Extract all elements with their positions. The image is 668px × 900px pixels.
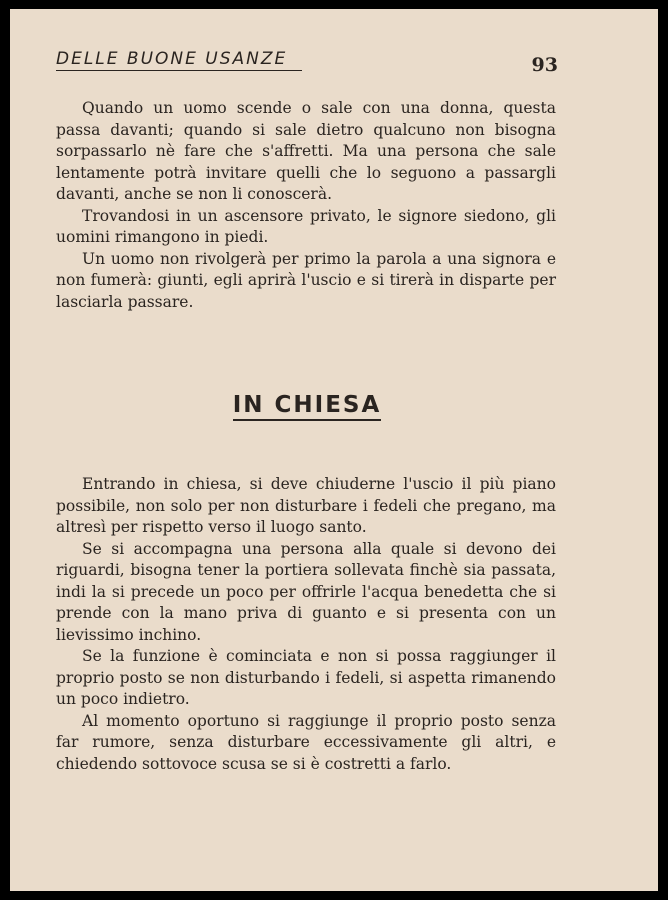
book-page [10, 9, 658, 891]
paragraph: Se la funzione è cominciata e non si possa raggiunger il proprio posto se non disturbando i fedeli, si aspetta rimanendo un poco indietro. [56, 647, 556, 708]
paragraph: Trovandosi in un ascensore privato, le signore siedono, gli uomini rimangono in piedi. [56, 206, 556, 246]
paragraph: Quando un uomo scende o sale con una donna, questa passa davanti; quando si sale dietro qualcuno non bisogna sorpassarlo nè fare che s'affretti. Ma una persona che sale lentamente potrà invitare quelli che lo seguono a passargli davanti, anche se non li conoscerà. [56, 99, 556, 203]
text-block-elevator [56, 98, 556, 313]
running-head: DELLE BUONE USANZE [56, 49, 302, 71]
page-number: 93 [531, 54, 558, 76]
paragraph: Un uomo non rivolgerà per primo la parola a una signora e non fumerà: giunti, egli aprirà l'uscio e si tirerà in disparte per lasciarla passare. [56, 249, 556, 311]
paragraph: Se si accompagna una persona alla quale si devono dei riguardi, bisogna tener la portiera sollevata finchè sia passata, indi la si precede un poco per offrirle l'acqua benedetta che si prende con la mano priva di guanto e si presenta con un lievissimo inchino. [56, 539, 556, 644]
section-heading [10, 392, 604, 421]
text-block-church [56, 474, 556, 775]
paragraph: Entrando in chiesa, si deve chiuderne l'uscio il più piano possibile, non solo per non disturbare i fedeli che pregano, ma altresì per rispetto verso il luogo santo. [56, 475, 556, 536]
section-heading-text: IN CHIESA [233, 392, 382, 421]
paragraph: Al momento oportuno si raggiunge il proprio posto senza far rumore, senza disturbare eccessivamente gli altri, e chiedendo sottovoce scusa se si è costretti a farlo. [56, 711, 556, 773]
